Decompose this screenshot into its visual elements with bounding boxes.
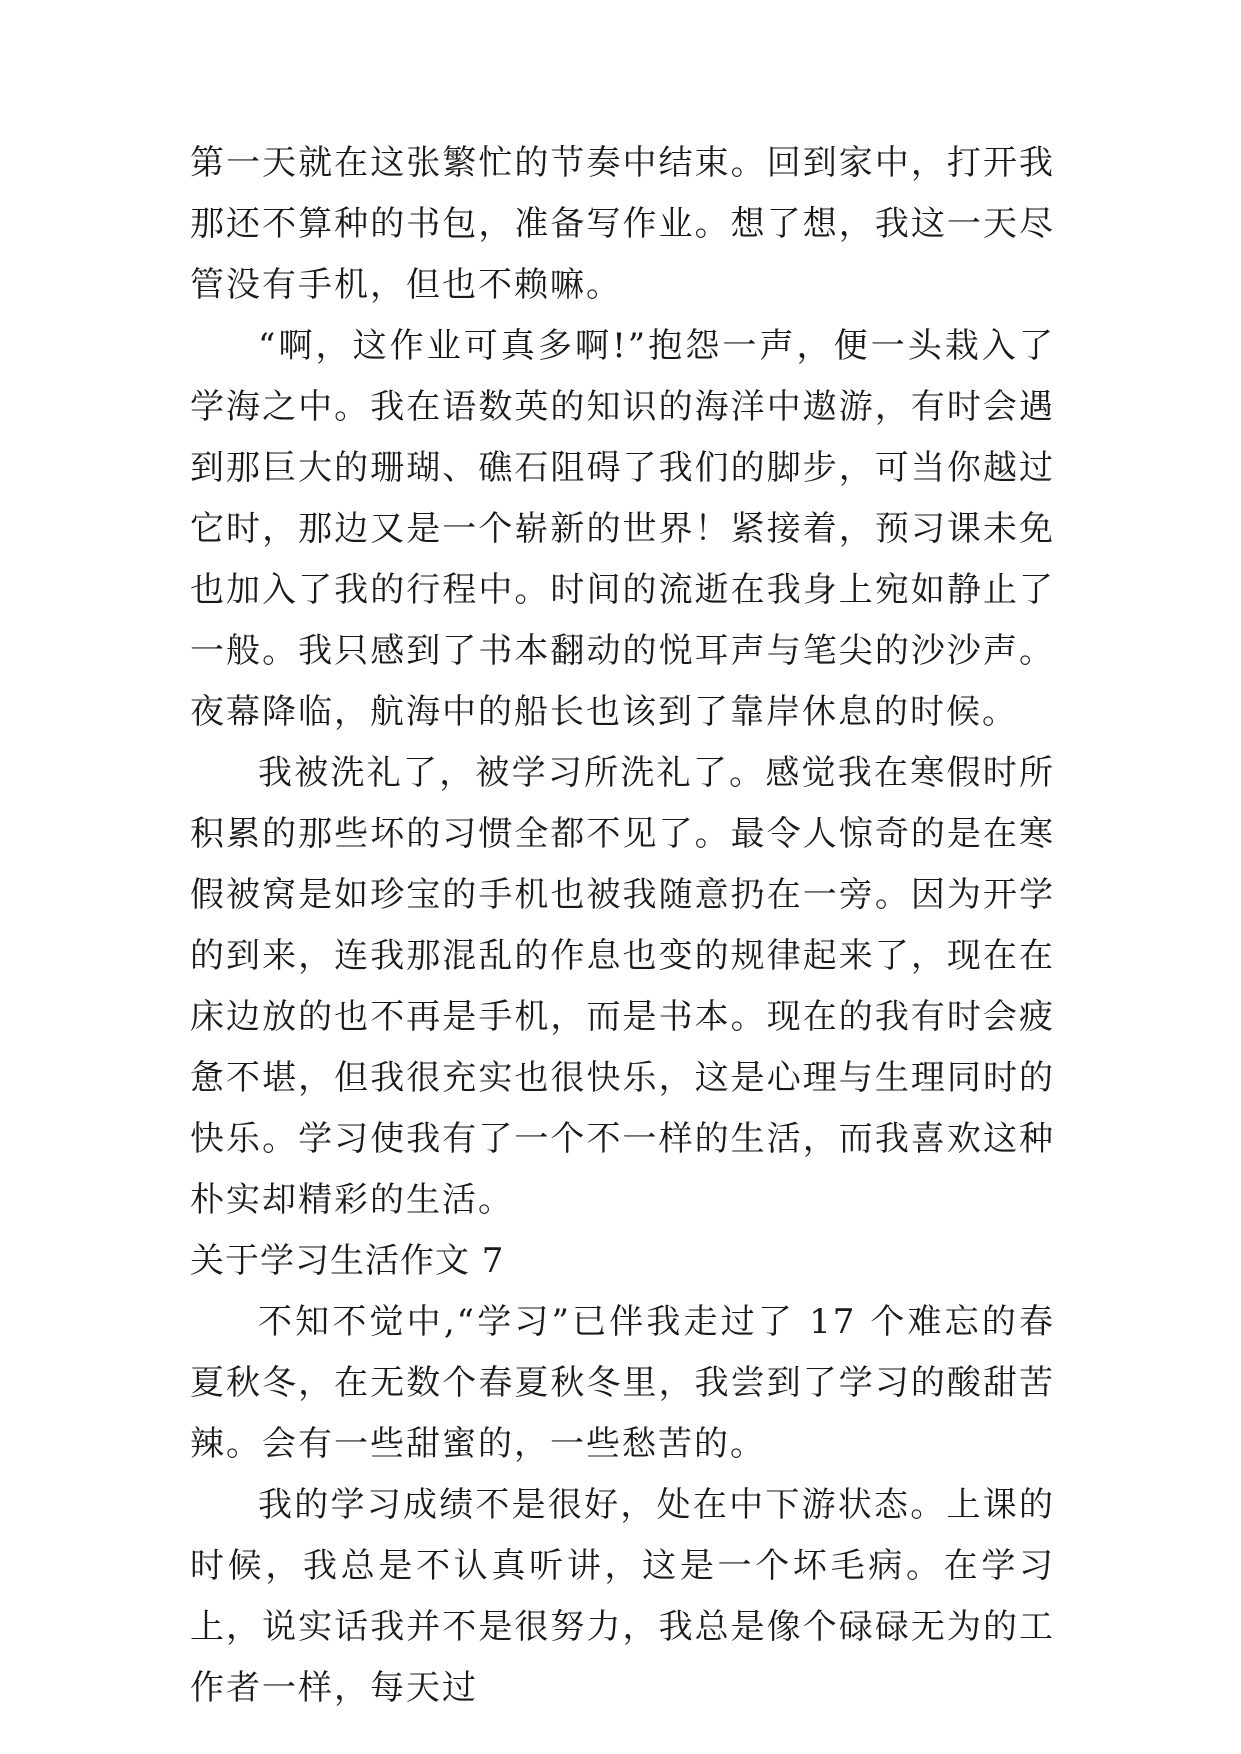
document-body (190, 133, 1055, 1719)
paragraph-4: 不知不觉中,“学习”已伴我走过了 17 个难忘的春夏秋冬，在无数个春夏秋冬里，我尝到了学习的酸甜苦辣。会有一些甜蜜的，一些愁苦的。 (190, 1302, 1055, 1464)
paragraph-5: 我的学习成绩不是很好，处在中下游状态。上课的时候，我总是不认真听讲，这是一个坏毛病。在学习上，说实话我并不是很努力，我总是像个碌碌无为的工作者一样，每天过 (190, 1485, 1055, 1708)
paragraph-2: “啊，这作业可真多啊!”抱怨一声，便一头栽入了学海之中。我在语数英的知识的海洋中遨游，有时会遇到那巨大的珊瑚、礁石阻碍了我们的脚步，可当你越过它时，那边又是一个崭新的世界！紧接着，预习课未免也加入了我的行程中。时间的流逝在我身上宛如静止了一般。我只感到了书本翻动的悦耳声与笔尖的沙沙声。夜幕降临，航海中的船长也该到了靠岸休息的时候。 (190, 326, 1055, 732)
paragraph-3: 我被洗礼了，被学习所洗礼了。感觉我在寒假时所积累的那些坏的习惯全都不见了。最令人惊奇的是在寒假被窝是如珍宝的手机也被我随意扔在一旁。因为开学的到来，连我那混乱的作息也变的规律起来了，现在在床边放的也不再是手机，而是书本。现在的我有时会疲惫不堪，但我很充实也很快乐，这是心理与生理同时的快乐。学习使我有了一个不一样的生活，而我喜欢这种朴实却精彩的生活。 (190, 753, 1055, 1220)
section-heading: 关于学习生活作文 7 (190, 1241, 505, 1281)
paragraph-1: 第一天就在这张繁忙的节奏中结束。回到家中，打开我那还不算种的书包，准备写作业。想了想，我这一天尽管没有手机，但也不赖嘛。 (190, 143, 1055, 305)
